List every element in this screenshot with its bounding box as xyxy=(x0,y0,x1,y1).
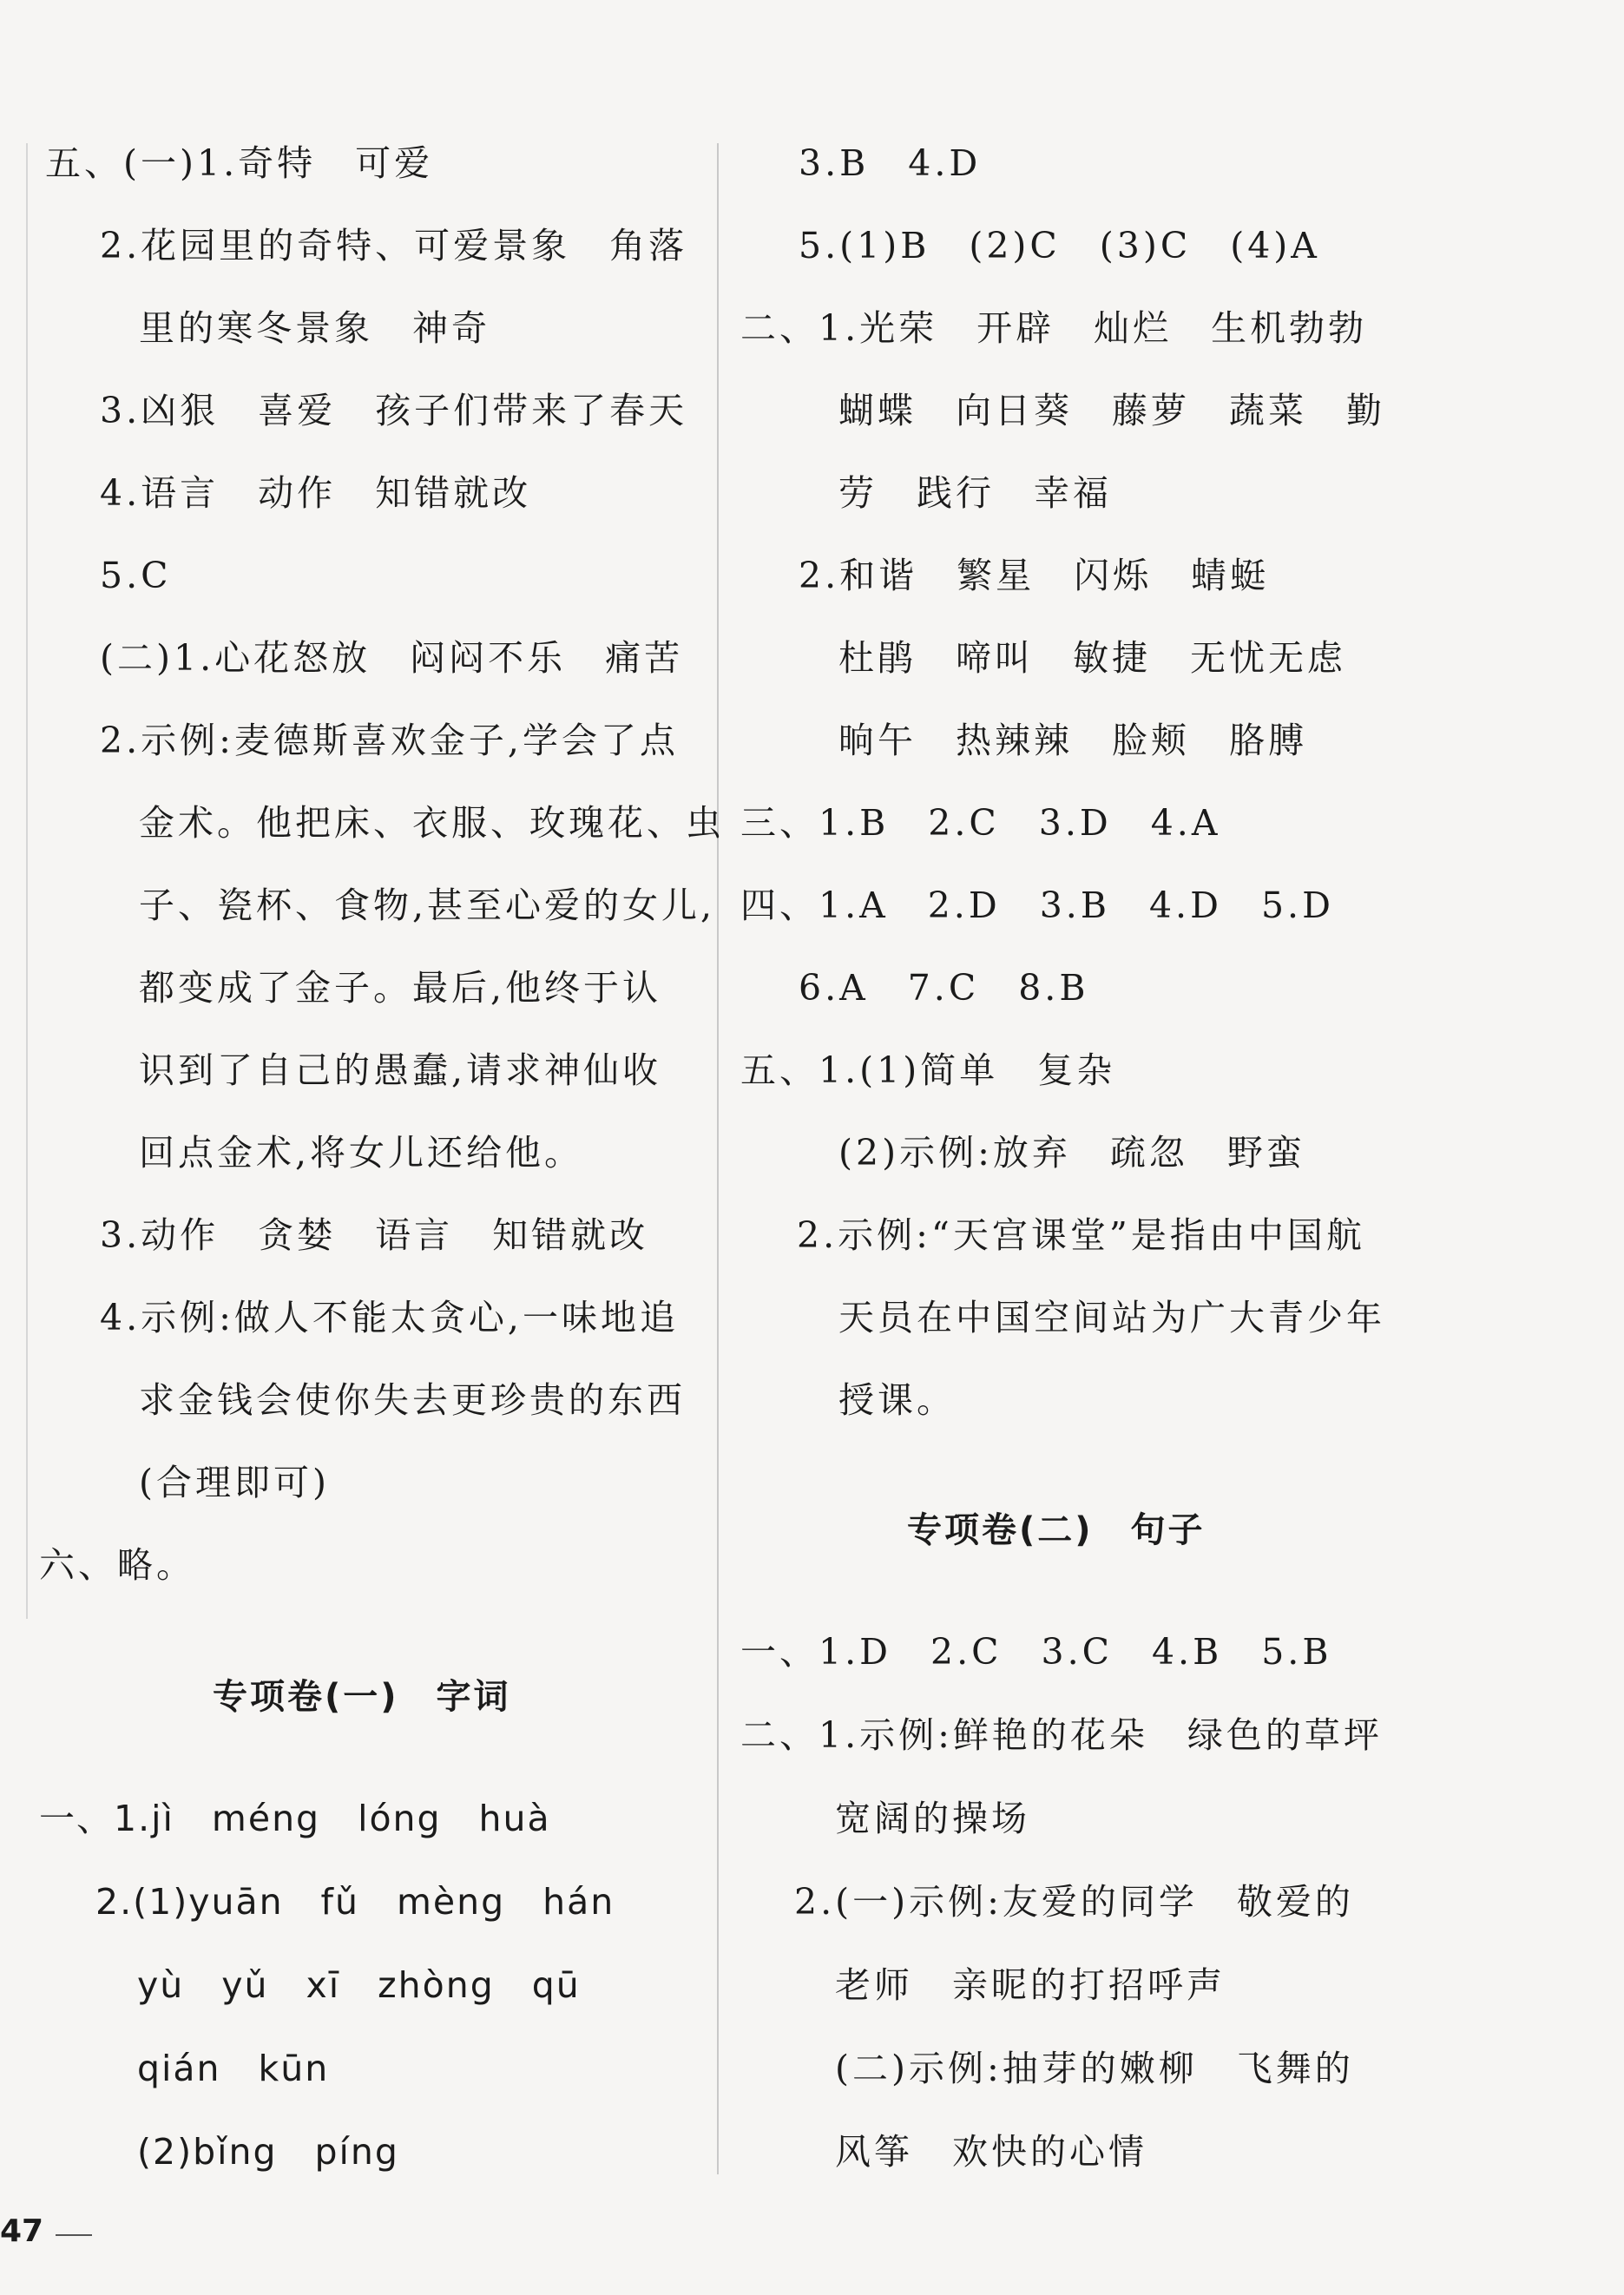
section-title-vocabulary: 专项卷(一) 字词 xyxy=(213,1677,511,1717)
answer-line: (二)示例:抽芽的嫩柳 飞舞的 xyxy=(835,2048,1354,2089)
answer-line: 二、1.示例:鲜艳的花朵 绿色的草坪 xyxy=(740,1714,1383,1756)
answer-line: 2.示例:麦德斯喜欢金子,学会了点 xyxy=(100,720,679,761)
answer-line: 4.语言 动作 知错就改 xyxy=(100,472,532,514)
answer-line: 杜鹃 啼叫 敏捷 无忧无虑 xyxy=(838,637,1346,679)
answer-line: 求金钱会使你失去更珍贵的东西 xyxy=(139,1379,686,1421)
answer-line: 天员在中国空间站为广大青少年 xyxy=(838,1297,1385,1338)
column-divider xyxy=(717,143,719,2174)
answer-line: 劳 践行 幸福 xyxy=(838,472,1112,514)
answer-line: 3.凶狠 喜爱 孩子们带来了春天 xyxy=(100,390,688,431)
pinyin-line: (2)bǐng píng xyxy=(137,2131,399,2173)
answer-line: 2.示例:“天宫课堂”是指由中国航 xyxy=(797,1214,1365,1256)
answer-line: 晌午 热辣辣 脸颊 胳膊 xyxy=(838,720,1307,761)
pinyin-line: qián kūn xyxy=(137,2048,330,2089)
left-margin-rule xyxy=(26,143,28,1619)
answer-line: 4.示例:做人不能太贪心,一味地追 xyxy=(100,1297,679,1338)
answer-line: 一、1.D 2.C 3.C 4.B 5.B xyxy=(740,1631,1332,1673)
answer-line: 蝴蝶 向日葵 藤萝 蔬菜 勤 xyxy=(838,390,1385,431)
answer-line: 五、(一)1.奇特 可爱 xyxy=(45,142,434,184)
answer-line: 5.(1)B (2)C (3)C (4)A xyxy=(799,225,1320,266)
answer-line: 3.动作 贪婪 语言 知错就改 xyxy=(100,1214,649,1256)
answer-line: 6.A 7.C 8.B xyxy=(799,967,1089,1009)
answer-line: 金术。他把床、衣服、玫瑰花、虫 xyxy=(139,802,725,844)
pinyin-line: 2.(1)yuān fǔ mèng hán xyxy=(95,1881,615,1923)
answer-line: (合理即可) xyxy=(139,1462,330,1503)
answer-line: 里的寒冬景象 神奇 xyxy=(139,307,490,349)
answer-line: 识到了自己的愚蠢,请求神仙收 xyxy=(139,1049,662,1091)
answer-line: 子、瓷杯、食物,甚至心爱的女儿, xyxy=(139,884,716,926)
answer-line: (二)1.心花怒放 闷闷不乐 痛苦 xyxy=(100,637,684,679)
page-number: 47 xyxy=(0,2213,44,2249)
answer-line: 2.(一)示例:友爱的同学 敬爱的 xyxy=(794,1881,1354,1923)
section-title-sentences: 专项卷(二) 句子 xyxy=(907,1510,1206,1550)
answer-line: 都变成了金子。最后,他终于认 xyxy=(139,967,662,1009)
answer-line: 2.花园里的奇特、可爱景象 角落 xyxy=(100,225,688,266)
answer-line: (2)示例:放弃 疏忽 野蛮 xyxy=(838,1132,1305,1174)
answer-line: 风筝 欢快的心情 xyxy=(835,2131,1147,2173)
answer-line: 三、1.B 2.C 3.D 4.A xyxy=(740,802,1221,844)
answer-line: 五、1.(1)简单 复杂 xyxy=(740,1049,1116,1091)
answer-line: 授课。 xyxy=(838,1379,956,1421)
answer-line: 宽阔的操场 xyxy=(835,1798,1030,1839)
answer-line: 2.和谐 繁星 闪烁 蜻蜓 xyxy=(799,555,1270,596)
answer-line: 二、1.光荣 开辟 灿烂 生机勃勃 xyxy=(740,307,1368,349)
answer-line: 3.B 4.D xyxy=(799,142,982,184)
answer-line: 四、1.A 2.D 3.B 4.D 5.D xyxy=(740,884,1334,926)
answer-line: 老师 亲昵的打招呼声 xyxy=(835,1964,1226,2006)
page-number-rule xyxy=(56,2234,92,2236)
answer-line: 回点金术,将女儿还给他。 xyxy=(139,1132,584,1174)
pinyin-line: 一、1.jì méng lóng huà xyxy=(39,1798,551,1839)
answer-line: 5.C xyxy=(100,555,172,596)
answer-line: 六、略。 xyxy=(39,1544,195,1586)
pinyin-line: yù yǔ xī zhòng qū xyxy=(137,1964,581,2006)
